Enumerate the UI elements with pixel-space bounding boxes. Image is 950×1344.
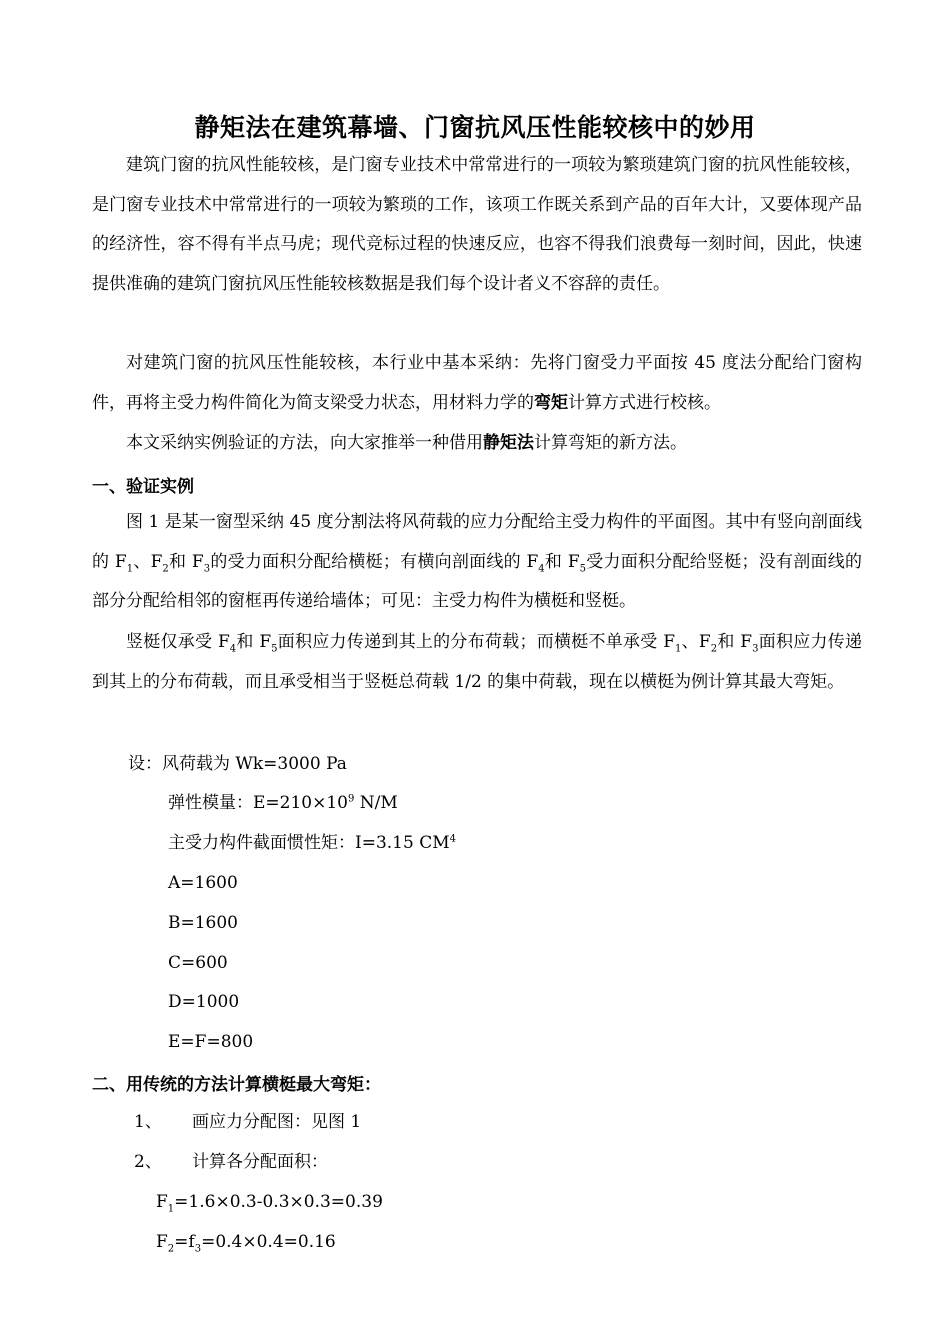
s1p1-text-d: 的受力面积分配给横梃；有横向剖面线的 F: [210, 551, 539, 572]
s1p2-sub-4: 4: [229, 643, 237, 655]
param-e-text: 弹性模量：E=210×10: [168, 793, 348, 813]
s1p1-sub-2: 2: [162, 562, 169, 574]
s1p1-text-e: 和 F: [544, 551, 580, 572]
formula-f2-f3: [156, 1230, 336, 1254]
section-2-heading: 二、用传统的方法计算横梃最大弯矩：: [92, 1075, 381, 1095]
step-2-text: 计算各分配面积：: [192, 1152, 328, 1172]
intro-paragraph-1: 建筑门窗的抗风性能较核，是门窗专业技术中常常进行的一项较为繁琐建筑门窗的抗风性能较核，是门窗专业技术中常常进行的一项较为繁琐的工作，该项工作既关系到产品的百年大计，又要体现产品的经济性，容不得有半点马虎；现代竞标过程的快速反应，也容不得我们浪费每一刻时间，因此，快速提供准确的建筑门窗抗风压性能较核数据是我们每个设计者义不容辞的责任。: [92, 155, 862, 294]
section-1-paragraph-2: [92, 623, 862, 702]
s1p1-sub-1: 1: [126, 562, 134, 574]
s1p2-sub-5: 5: [271, 643, 278, 655]
s1p2-text-b: 和 F: [236, 632, 272, 652]
f1-symbol: F: [156, 1192, 168, 1212]
step-2-number: 2、: [134, 1152, 162, 1172]
s1p2-sub-1: 1: [675, 643, 682, 655]
document-title: 静矩法在建筑幕墙、门窗抗风压性能较核中的妙用: [194, 113, 756, 142]
intro-paragraph-3: [92, 424, 862, 464]
param-wind-load: 设：风荷载为 Wk=3000 Pa: [128, 754, 347, 774]
param-a: A=1600: [168, 873, 238, 893]
step-1: [134, 1110, 361, 1134]
param-ef: E=F=800: [168, 1032, 254, 1052]
s1p1-text-f: 受力面积分配给竖梃；没有剖面线的部分分配给相邻的窗框再传递给墙体；可见：主受力构件为横梃和竖梃。: [92, 551, 863, 611]
intro-p3-text-end: 计算弯矩的新方法。: [534, 433, 687, 453]
step-1-number: 1、: [134, 1112, 162, 1132]
s1p1-text-c: 和 F: [168, 551, 204, 572]
s1p2-sub-2: 2: [710, 643, 718, 655]
s1p2-text-c: 面积应力传递到其上的分布荷载；而横梃不单承受 F: [277, 632, 675, 652]
param-c: C=600: [168, 953, 228, 973]
param-i-exponent: 4: [449, 833, 457, 845]
s1p2-text-d: 、F: [681, 632, 711, 652]
param-moment-of-inertia: [168, 831, 456, 855]
intro-p2-text: 对建筑门窗的抗风压性能较核，本行业中基本采纳：先将门窗受力平面按 45 度法分配给门窗构件，再将主受力构件简化为简支梁受力状态，用材料力学的: [92, 353, 862, 413]
section-1-paragraph-1: [92, 503, 862, 622]
intro-p2-text-end: 计算方式进行校核。: [568, 392, 721, 413]
f1-subscript: 1: [167, 1203, 175, 1215]
s1p2-text-a: 竖梃仅承受 F: [126, 632, 230, 652]
s1p2-text-f: 面积应力传递到其上的分布荷载，而且承受相当于竖梃总荷载 1/2 的集中荷载，现在以横梃为例计算其最大弯矩。: [92, 632, 863, 692]
f2-subscript: 2: [167, 1243, 175, 1255]
param-i-text: 主受力构件截面惯性矩：I=3.15 CM: [168, 833, 450, 853]
f2-expression: =0.4×0.4=0.16: [201, 1232, 336, 1252]
f1-expression: =1.6×0.3-0.3×0.3=0.39: [174, 1192, 383, 1212]
param-b: B=1600: [168, 913, 239, 933]
intro-p2-bold-term: 弯矩: [534, 392, 568, 413]
s1p2-text-e: 和 F: [717, 632, 753, 652]
s1p1-sub-4: 4: [538, 562, 545, 574]
s1p1-text-a: 图 1 是某一窗型采纳 45 度分割法将风荷载的应力分配给主受力构件的平面图。其中有竖向剖面线的 F: [92, 512, 862, 572]
intro-p3-bold-term: 静矩法: [483, 433, 534, 453]
intro-p3-text: 本文采纳实例验证的方法，向大家推举一种借用: [126, 433, 483, 453]
step-2: [134, 1150, 328, 1174]
f2-symbol: F: [156, 1232, 168, 1252]
param-elastic-modulus: [168, 791, 398, 815]
s1p1-sub-5: 5: [579, 562, 586, 574]
f3-subscript: 3: [194, 1243, 202, 1255]
formula-f1: [156, 1190, 383, 1214]
s1p1-sub-3: 3: [203, 562, 211, 574]
s1p1-text-b: 、F: [133, 551, 163, 572]
step-1-text: 画应力分配图：见图 1: [192, 1112, 362, 1132]
param-e-unit: N/M: [354, 793, 398, 813]
param-d: D=1000: [168, 992, 240, 1012]
f3-symbol: =f: [174, 1232, 195, 1252]
s1p2-sub-3: 3: [752, 643, 759, 655]
intro-paragraph-2: [92, 344, 862, 423]
section-1-heading: 一、验证实例: [92, 477, 194, 497]
param-e-exponent: 9: [347, 793, 355, 805]
